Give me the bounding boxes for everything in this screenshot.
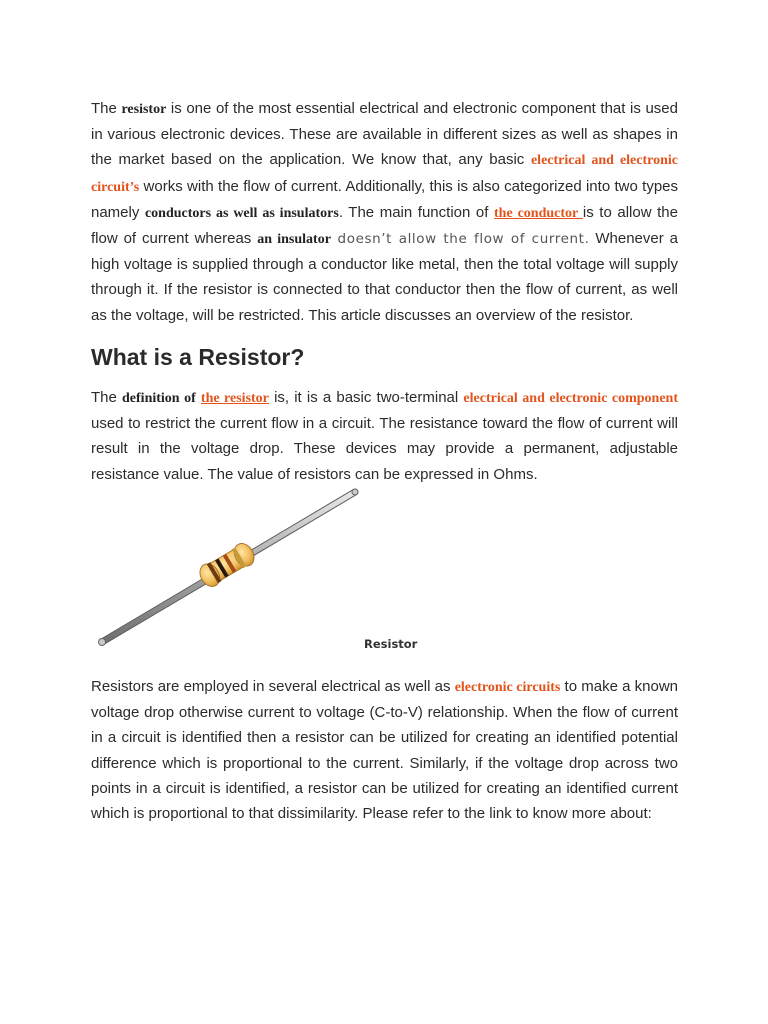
definition-paragraph [91,385,678,487]
resistor-figure [91,485,431,660]
text: works with the flow of current. Additionally, this is also categorized into two types namely [91,177,678,221]
resistor-term: resistor [121,102,167,117]
electronic-component-link[interactable]: electrical and electronic component [463,391,679,406]
text: doesn’t allow the flow of current. [330,231,590,248]
text: is, it is a basic two-terminal [268,389,464,406]
text: The [91,389,123,406]
definition-term: definition of [122,391,196,406]
text: to make a known voltage drop otherwise current to voltage (C-to-V) relationship. When the flow of current in a circuit is identified then a resistor can be utilized for creating an identified potential difference which is proportional to the current. Similarly, if the voltage drop across two points in a circuit is identified, a resistor can be utilized for creating an identified current which is proportional to that dissimilarity. Please refer to the link to know more about: [91,678,679,823]
section-heading: What is a Resistor? [91,344,305,370]
intro-paragraph [91,96,678,328]
electrical-circuits-link[interactable]: electrical and electronic circuit’s [91,153,678,195]
electronic-circuits-link[interactable]: electronic circuits [454,680,561,695]
text: is to allow the flow of current whereas [91,203,678,248]
conductor-link[interactable]: the conductor [494,205,583,221]
resistor-link[interactable]: the resistor [200,391,269,406]
text: Whenever a high voltage is supplied through a conductor like metal, then the total voltage will supply through it. If the resistor is connected to that conductor then the flow of current, as well as the voltage, will be restricted. This article discusses an overview of the resistor. [91,230,678,324]
insulator-term: an insulator [257,232,331,248]
text: . The main function of [338,203,494,221]
text: The [91,100,122,117]
text: used to restrict the current flow in a circuit. The resistance toward the flow of current will result in the voltage drop. These devices may provide a permanent, adjustable resistance value. The value of resistors can be expressed in Ohms. [91,415,678,483]
text: is one of the most essential electrical and electronic component that is used in various electronic devices. These are available in different sizes as well as shapes in the market based on the application. We know that, any basic [91,100,678,169]
usage-paragraph [91,674,678,826]
resistor-image [91,485,431,660]
figure-caption: Resistor [364,637,418,651]
text: Resistors are employed in several electrical as well as [91,678,455,695]
conductors-insulators-term: conductors as well as insulators [144,205,339,221]
